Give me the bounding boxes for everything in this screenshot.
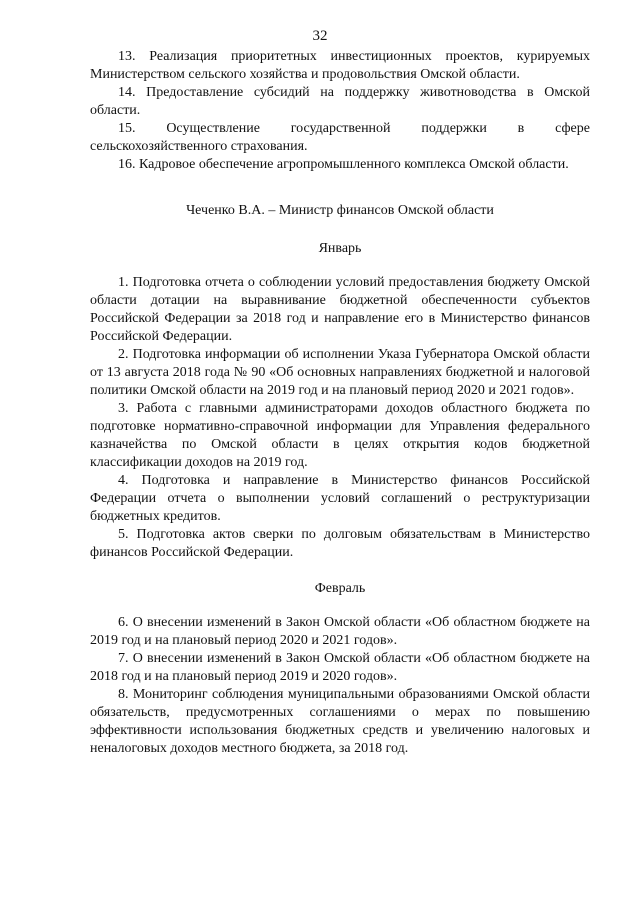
page-number: 32 [312, 28, 328, 44]
list-item: 8. Мониторинг соблюдения муниципальными образованиями Омской области обязательств, предусмотренных соглашениями о мерах по повышению эффективности использования бюджетных средств и увеличению налоговых и неналоговых доходов местного бюджета, за 2018 год. [90, 687, 590, 756]
list-item: 14. Предоставление субсидий на поддержку животноводства в Омской области. [90, 85, 590, 118]
list-item: 4. Подготовка и направление в Министерство финансов Российской Федерации отчета о выполнении условий соглашений о реструктуризации бюджетных кредитов. [90, 473, 590, 524]
list-item: 6. О внесении изменений в Закон Омской области «Об областном бюджете на 2019 год и на плановый период 2020 и 2021 годов». [90, 615, 590, 648]
document-body [90, 48, 590, 758]
list-item: 1. Подготовка отчета о соблюдении условий предоставления бюджету Омской области дотации на выравнивание бюджетной обеспеченности субъектов Российской Федерации за 2018 год и направление его в Министерство финансов Российской Федерации. [90, 275, 590, 344]
month-heading-january: Январь [318, 241, 362, 256]
list-item: 16. Кадровое обеспечение агропромышленного комплекса Омской области. [118, 157, 569, 172]
month-heading-february: Февраль [314, 581, 366, 596]
list-item: 3. Работа с главными администраторами доходов областного бюджета по подготовке нормативно-справочной информации для Управления федерального казначейства по Омской области в целях открытия кодов бюджетной классификации доходов на 2019 год. [90, 401, 590, 470]
list-item: 7. О внесении изменений в Закон Омской области «Об областном бюджете на 2018 год и на плановый период 2019 и 2020 годов». [90, 651, 590, 684]
list-item: 15. Осуществление государственной поддержки в сфере сельскохозяйственного страхования. [90, 121, 590, 154]
list-item: 2. Подготовка информации об исполнении Указа Губернатора Омской области от 13 августа 2018 года № 90 «Об основных направлениях бюджетной и налоговой политики Омской области на 2019 год и на плановый период 2020 и 2021 годов». [90, 347, 590, 398]
executive-heading: Чеченко В.А. – Министр финансов Омской области [186, 203, 494, 218]
list-item: 13. Реализация приоритетных инвестиционных проектов, курируемых Министерством сельского хозяйства и продовольствия Омской области. [90, 49, 590, 82]
list-item: 5. Подготовка актов сверки по долговым обязательствам в Министерство финансов Российской Федерации. [90, 527, 590, 560]
